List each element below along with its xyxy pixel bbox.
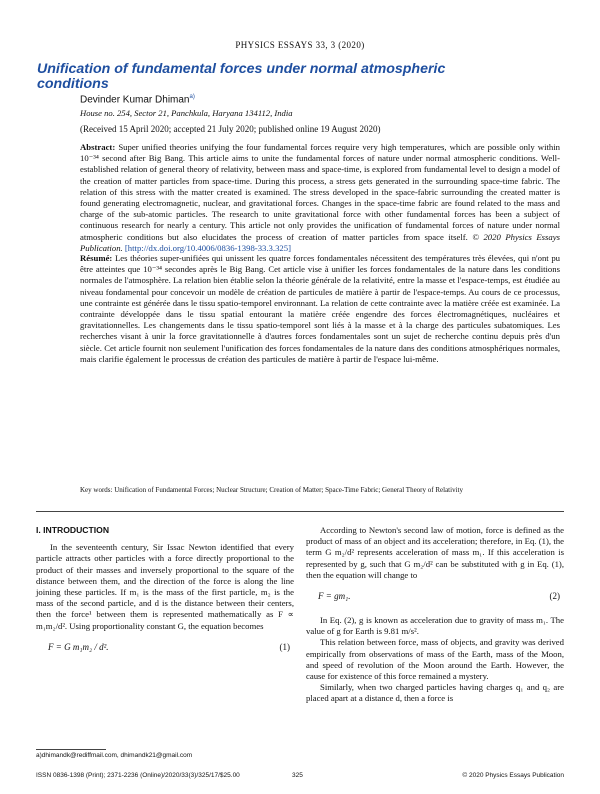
abstract-text: Super unified theories unifying the four fundamental forces require very high temperatures, which are possible only within 10⁻³⁴ second after Big Bang. This article aims to unite the fundamental forces of nature under normal atmospheric conditions. Well-established relation of general theory of relativity, between mass and space-time, is explored from fundamental level to design a model of the creation of matter particles from space-time. During this process, a stress gets generated in the surrounding space-time fabric. The relation of this stress with the matter created is examined. The stress developed in the space-fabric surrounding the created matter is found generating electromagnetic, nuclear, and gravitational forces. Changes in the space-time fabric are found related to the mass and charge of the sub-atomic particles. The research to unite gravitational force with other fundamental forces has been a subject of continuous research for nearly a century. This article not only provides the unification of fundamental forces of nature under normal atmospheric conditions but also elucidates the process of creation of matter particles from space itself. bbox=[80, 142, 560, 242]
left-column bbox=[36, 525, 294, 666]
resume bbox=[80, 253, 560, 365]
abstract-doi-link[interactable]: [http://dx.doi.org/10.4006/0836-1398-33.3.325] bbox=[124, 242, 291, 253]
affiliation: House no. 254, Sector 21, Panchkula, Haryana 134112, India bbox=[80, 108, 293, 118]
author-name: Devinder Kumar Dhiman bbox=[80, 94, 190, 106]
equation-2 bbox=[306, 587, 564, 609]
footnote-rule bbox=[36, 749, 106, 750]
author-footnote-mark[interactable]: a) bbox=[189, 94, 195, 100]
footer-copyright: © 2020 Physics Essays Publication bbox=[462, 772, 564, 779]
right-paragraph-3: This relation between force, mass of objects, and gravity was derived empirically from observations of mass of the Earth, mass of the Moon, and speed of revolution of the Moon around the Earth. However, the cause for existence of this force remained a mystery. bbox=[306, 637, 564, 682]
abstract-label: Abstract: bbox=[80, 142, 116, 152]
author-footnote[interactable]: a)dhimandk@rediffmail.com, dhimandk21@gmail.com bbox=[36, 752, 193, 759]
section-divider bbox=[36, 511, 564, 512]
equation-2-body: F = gm₁. bbox=[318, 591, 351, 602]
abstract-copyright: © 2020 Physics Essays Publication. bbox=[80, 231, 561, 253]
right-column bbox=[306, 525, 564, 705]
right-paragraph-4: Similarly, when two charged particles having charges q₁ and q₂ are placed apart at a distance d, then a force is bbox=[306, 682, 564, 704]
section-heading: I. INTRODUCTION bbox=[36, 525, 110, 535]
equation-1 bbox=[36, 638, 294, 660]
author-line bbox=[80, 94, 195, 105]
left-paragraph-1: In the seventeenth century, Sir Issac Newton identified that every particle attracts other particles with a force directly proportional to the product of their masses and inversely proportional to the square of the distance between them, and the direction of the force is along the line joining these particles. If m₁ is the mass of the first particle, m₂ is the mass of the second particle, and d is the distance between their centers, then the force¹ between them is represented mathematically as F ∝ m₁m₂/d². Using proportionality constant G, the equation becomes bbox=[36, 542, 294, 631]
right-paragraph-1: According to Newton's second law of motion, force is defined as the product of mass of an object and its acceleration; therefore, in Eq. (1), the term G m₂/d² represents acceleration of mass m₁. If this acceleration is represented by g, such that G m₂/d² can be substituted with g in Eq. (1), then the equation will change to bbox=[306, 525, 564, 580]
resume-text: Les théories super-unifiées qui unissent les quatre forces fondamentales nécessitent des températures très élevées, qui n'ont pu être atteintes que 10⁻³⁴ secondes après le Big Bang. Cet article vise à unifier les forces fondamentales de la nature dans les conditions normales de l'atmosphère. La relation bien établie selon la théorie générale de la relativité, entre la masse et l'espace-temps, est étudiée au niveau fondamental pour concevoir un modèle de création de particules de matière à partir de l'espace-temps. Au cours de ce processus, une contrainte est générée dans le tissu spatio-temporel environnant. La relation de cette contrainte avec la matière créée est examinée. La contrainte développée dans le tissu spatial entourant la matière créée engendre des forces électromagnétiques, nucléaires et gravitationnelles. Les changements dans le tissu spatio-temporel sont liés à la masse et à la charge des particules subatomiques. Les recherches visant à unir la force gravitationnelle à d'autres forces fondamentales sont un sujet de recherche continu depuis près d'un siècle. Cet article fournit non seulement l'unification des forces fondamentales de la nature dans des conditions atmosphériques normales, mais clarifie également le processus de création des particules de matière à partir de l'espace lui-même. bbox=[80, 253, 561, 364]
right-paragraph-2: In Eq. (2), g is known as acceleration due to gravity of mass m₁. The value of g for Earth is 9.81 m/s². bbox=[306, 615, 564, 637]
equation-1-body: F = G m₁m₂ / d². bbox=[48, 641, 109, 652]
footer-page-number: 325 bbox=[292, 772, 303, 779]
keywords: Key words: Unification of Fundamental Forces; Nuclear Structure; Creation of Matter; Space-Time Fabric; General Theory of Relativity bbox=[80, 486, 463, 494]
abstract bbox=[80, 142, 560, 254]
journal-header: PHYSICS ESSAYS 33, 3 (2020) bbox=[235, 40, 365, 50]
equation-2-number: (2) bbox=[549, 591, 560, 602]
resume-label: Résumé: bbox=[80, 253, 113, 263]
received-dates: (Received 15 April 2020; accepted 21 July 2020; published online 19 August 2020) bbox=[80, 124, 381, 134]
equation-1-number: (1) bbox=[279, 641, 290, 652]
article-title: Unification of fundamental forces under normal atmospheric conditions bbox=[37, 61, 446, 92]
footer-issn: ISSN 0836-1398 (Print); 2371-2236 (Online)/2020/33(3)/325/17/$25.00 bbox=[36, 772, 240, 779]
